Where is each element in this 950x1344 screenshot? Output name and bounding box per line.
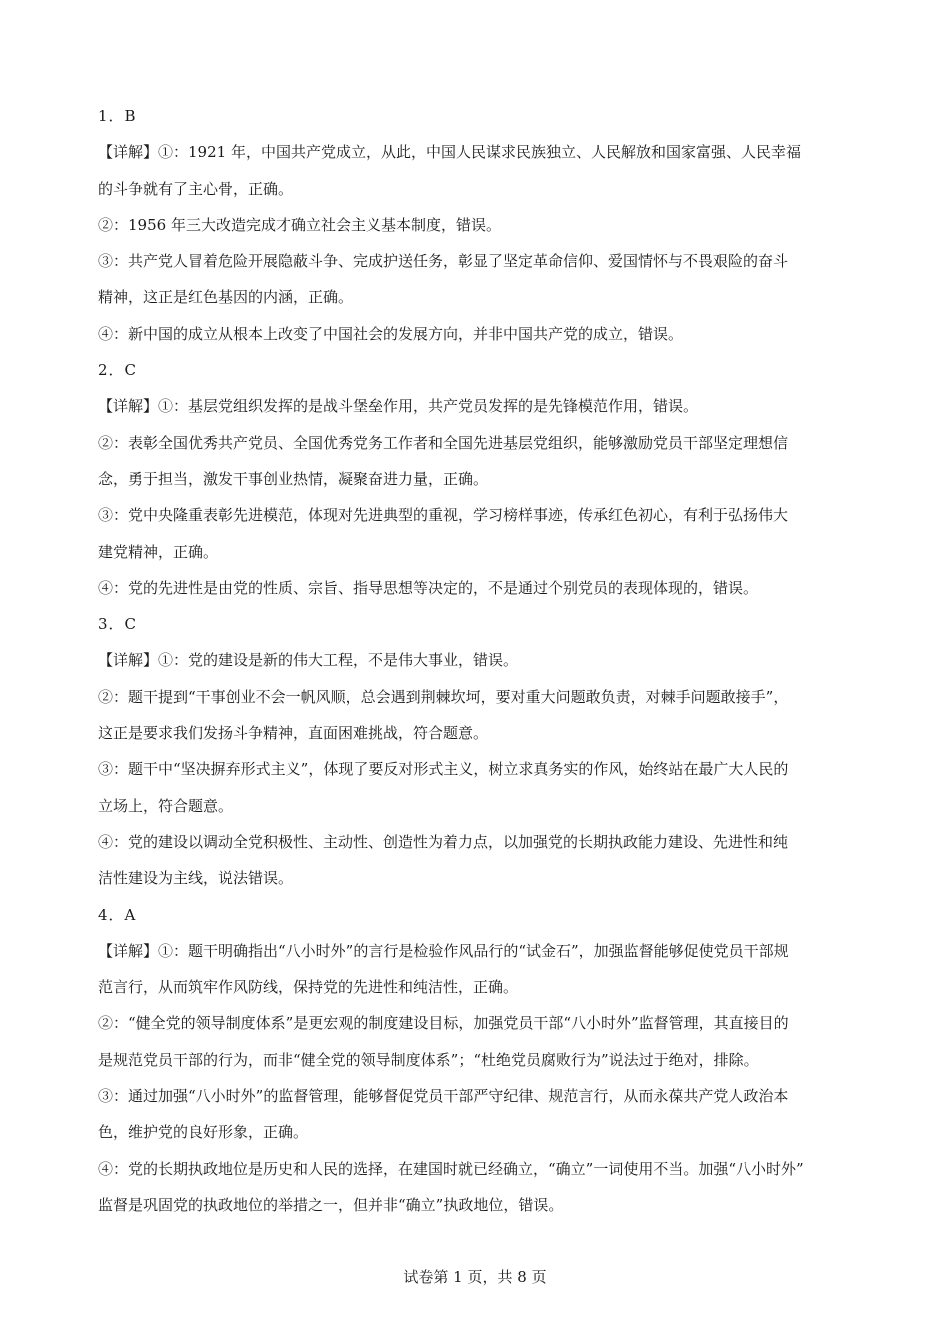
explanation-line: ③：题干中“坚决摒弃形式主义”，体现了要反对形式主义，树立求真务实的作风，始终站在最广大人民的 [98, 760, 789, 779]
explanation-line: 是规范党员干部的行为，而非“健全党的领导制度体系”；“杜绝党员腐败行为”说法过于绝对，排除。 [98, 1050, 759, 1069]
answer-number: 3．C [98, 615, 138, 634]
answer-number: 1．B [98, 107, 137, 125]
explanation-line: ④：党的先进性是由党的性质、宗旨、指导思想等决定的，不是通过个别党员的表现体现的，错误。 [98, 578, 759, 597]
explanation-line: ②：表彰全国优秀共产党员、全国优秀党务工作者和全国先进基层党组织，能够激励党员干部坚定理想信 [98, 433, 789, 452]
explanation-line: 【详解】①：1921 年，中国共产党成立，从此，中国人民谋求民族独立、人民解放和国家富强、人民幸福 [98, 143, 801, 162]
explanation-line: ④：党的长期执政地位是历史和人民的选择，在建国时就已经确立，“确立”一词使用不当。加强“八小时外” [98, 1159, 804, 1178]
explanation-line: 监督是巩固党的执政地位的举措之一，但并非“确立”执政地位，错误。 [98, 1195, 564, 1214]
explanation-line: ②：1956 年三大改造完成才确立社会主义基本制度，错误。 [98, 215, 501, 234]
explanation-line: ③：通过加强“八小时外”的监督管理，能够督促党员干部严守纪律、规范言行，从而永葆共产党人政治本 [98, 1087, 789, 1106]
explanation-line: 立场上，符合题意。 [98, 796, 234, 815]
explanation-line: 念，勇于担当，激发干事创业热情，凝聚奋进力量，正确。 [98, 469, 489, 488]
answer-number: 4．A [98, 905, 137, 924]
explanation-line: 【详解】①：党的建设是新的伟大工程，不是伟大事业，错误。 [98, 651, 519, 670]
explanation-line: 色，维护党的良好形象，正确。 [98, 1123, 309, 1142]
page-footer: 试卷第 1 页，共 8 页 [403, 1268, 547, 1286]
explanation-line: 的斗争就有了主心骨，正确。 [98, 179, 294, 198]
explanation-line: 建党精神，正确。 [98, 542, 219, 561]
explanation-line: ④：党的建设以调动全党积极性、主动性、创造性为着力点，以加强党的长期执政能力建设、先进性和纯 [98, 832, 789, 851]
explanation-line: ③：共产党人冒着危险开展隐蔽斗争、完成护送任务，彰显了坚定革命信仰、爱国情怀与不畏艰险的奋斗 [98, 252, 789, 271]
answer-key-content [98, 98, 858, 1223]
explanation-line: ③：党中央隆重表彰先进模范，体现对先进典型的重视，学习榜样事迹，传承红色初心，有利于弘扬伟大 [98, 506, 789, 525]
explanation-line: 这正是要求我们发扬斗争精神，直面困难挑战，符合题意。 [98, 724, 489, 743]
explanation-line: 范言行，从而筑牢作风防线，保持党的先进性和纯洁性，正确。 [98, 978, 519, 997]
explanation-line: ④：新中国的成立从根本上改变了中国社会的发展方向，并非中国共产党的成立，错误。 [98, 324, 684, 343]
explanation-line: 精神，这正是红色基因的内涵，正确。 [98, 288, 354, 307]
explanation-line: 【详解】①：基层党组织发挥的是战斗堡垒作用，共产党员发挥的是先锋模范作用，错误。 [98, 397, 699, 416]
explanation-line: ②：题干提到“干事创业不会一帆风顺，总会遇到荆棘坎坷，要对重大问题敢负责，对棘手问题敢接手”， [98, 687, 789, 706]
explanation-line: 洁性建设为主线，说法错误。 [98, 869, 294, 888]
explanation-line: 【详解】①：题干明确指出“八小时外”的言行是检验作风品行的“试金石”，加强监督能够促使党员干部规 [98, 941, 789, 960]
answer-number: 2．C [98, 361, 138, 380]
explanation-line: ②：“健全党的领导制度体系”是更宏观的制度建设目标，加强党员干部“八小时外”监督管理，其直接目的 [98, 1014, 789, 1033]
